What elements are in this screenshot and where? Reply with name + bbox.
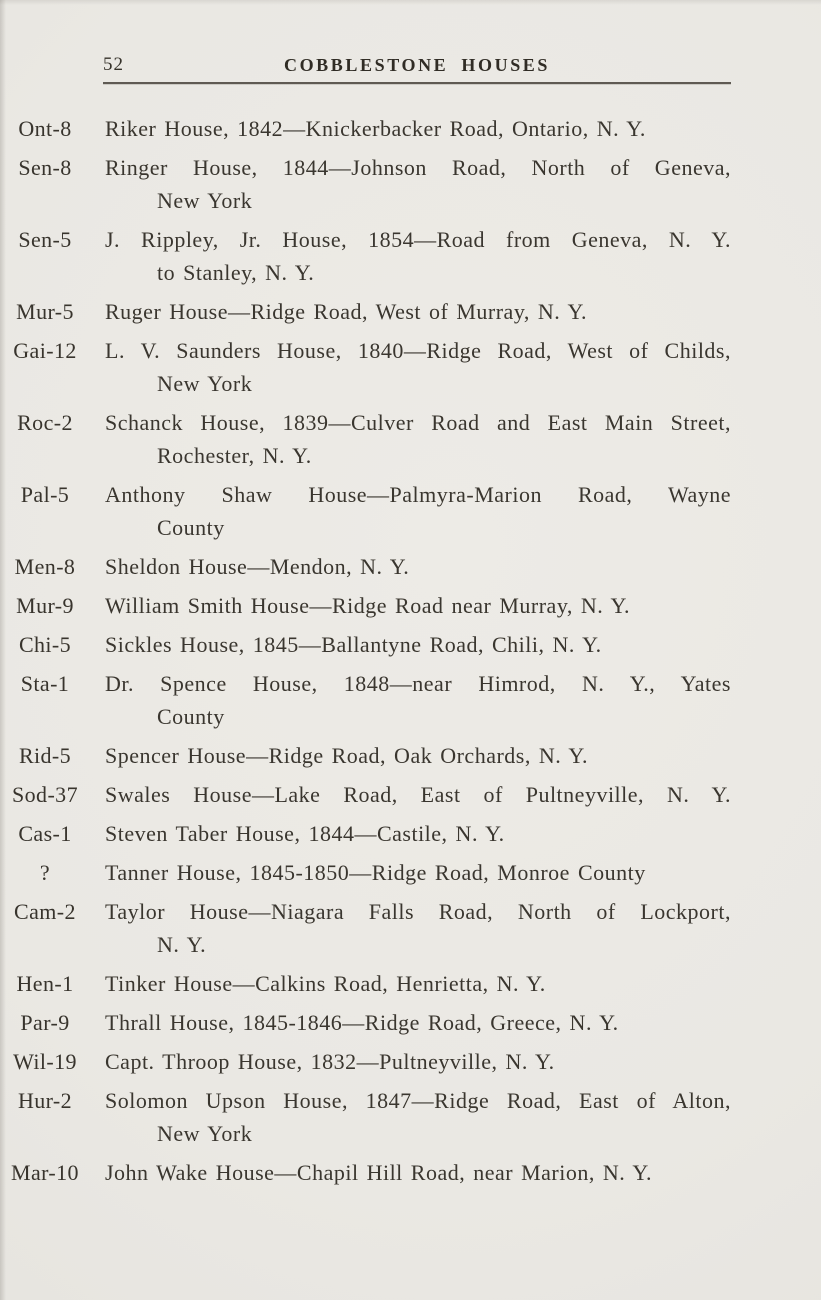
entry-text-line: Riker House, 1842—Knickerbacker Road, Ontario, N. Y.: [105, 116, 646, 141]
entry-text: [105, 1156, 731, 1189]
entry-code: Sen-5: [18, 227, 72, 252]
entry-code: Rid-5: [18, 743, 72, 768]
entry-code: Par-9: [20, 1010, 70, 1035]
entry-text-line: to Stanley, N. Y.: [157, 260, 315, 285]
entry-text: [105, 1006, 731, 1039]
entry-text-line: Thrall House, 1845-1846—Ridge Road, Greece, N. Y.: [105, 1010, 619, 1035]
running-header-title: COBBLESTONE HOUSES: [283, 55, 551, 75]
list-item: [0, 967, 731, 1000]
list-item: [0, 1006, 731, 1039]
entry-text-line: J. Rippley, Jr. House, 1854—Road from Geneva, N. Y.: [105, 227, 731, 252]
entry-code: Cas-1: [18, 821, 72, 846]
entry-text: [105, 295, 731, 328]
entry-text: [105, 667, 731, 733]
entry-text-line: Steven Taber House, 1844—Castile, N. Y.: [105, 821, 505, 846]
entry-text: [105, 778, 731, 811]
entry-text-line: Tinker House—Calkins Road, Henrietta, N. Y.: [105, 971, 546, 996]
entry-code: Wil-19: [13, 1049, 77, 1074]
running-header: [103, 54, 731, 78]
entry-code: Hen-1: [16, 971, 74, 996]
entry-code: Sod-37: [12, 782, 78, 807]
entry-text: [105, 895, 731, 961]
list-item: [0, 1156, 731, 1189]
entry-code: Sta-1: [20, 671, 70, 696]
list-item: [0, 628, 731, 661]
entry-text: [105, 1045, 731, 1078]
list-item: [0, 151, 731, 217]
entry-code: Gai-12: [13, 338, 77, 363]
entry-text-line: Capt. Throop House, 1832—Pultneyville, N. Y.: [105, 1049, 555, 1074]
entry-text: [105, 589, 731, 622]
entry-text-line: Dr. Spence House, 1848—near Himrod, N. Y., Yates: [105, 671, 731, 696]
entry-text-line: Tanner House, 1845-1850—Ridge Road, Monroe County: [105, 860, 646, 885]
list-item: [0, 817, 731, 850]
entry-text-line: L. V. Saunders House, 1840—Ridge Road, West of Childs,: [105, 338, 731, 363]
entry-text-line: County: [157, 515, 225, 540]
entry-text-line: Sheldon House—Mendon, N. Y.: [105, 554, 410, 579]
entry-code: Sen-8: [18, 155, 72, 180]
entry-text-line: William Smith House—Ridge Road near Murray, N. Y.: [105, 593, 631, 618]
list-item: [0, 334, 731, 400]
entry-text-line: Anthony Shaw House—Palmyra-Marion Road, Wayne: [105, 482, 731, 507]
entry-text: [105, 967, 731, 1000]
list-item: [0, 667, 731, 733]
entry-text: [105, 1084, 731, 1150]
entry-code: Hur-2: [17, 1088, 73, 1113]
entry-text: [105, 817, 731, 850]
entry-code: Mur-9: [16, 593, 74, 618]
header-rule: [103, 82, 731, 84]
list-item: [0, 856, 731, 889]
entry-text-line: Schanck House, 1839—Culver Road and East Main Street,: [105, 410, 731, 435]
entry-code: Chi-5: [18, 632, 72, 657]
page-number: 52: [103, 54, 124, 75]
list-item: [0, 406, 731, 472]
entry-text: [105, 856, 731, 889]
entry-text-line: New York: [157, 371, 253, 396]
list-item: [0, 589, 731, 622]
list-item: [0, 550, 731, 583]
entry-text-line: New York: [157, 188, 253, 213]
entry-text-line: Taylor House—Niagara Falls Road, North of Lockport,: [105, 899, 731, 924]
entry-text-line: Ruger House—Ridge Road, West of Murray, N. Y.: [105, 299, 588, 324]
entry-code: Pal-5: [20, 482, 70, 507]
entry-code: Ont-8: [18, 116, 72, 141]
entry-code: Men-8: [14, 554, 76, 579]
list-item: [0, 112, 731, 145]
entry-text-line: New York: [157, 1121, 253, 1146]
entry-text: [105, 628, 731, 661]
entry-code: Mur-5: [16, 299, 74, 324]
entry-text-line: Sickles House, 1845—Ballantyne Road, Chili, N. Y.: [105, 632, 602, 657]
list-item: [0, 295, 731, 328]
list-item: [0, 223, 731, 289]
entry-text-line: Swales House—Lake Road, East of Pultneyville, N. Y.: [105, 782, 731, 807]
entry-text-line: N. Y.: [157, 932, 207, 957]
list-item: [0, 895, 731, 961]
list-item: [0, 478, 731, 544]
entry-text-line: Rochester, N. Y.: [157, 443, 312, 468]
entry-text: [105, 550, 731, 583]
entry-text: [105, 739, 731, 772]
entry-code: Roc-2: [17, 410, 73, 435]
entry-text-line: Spencer House—Ridge Road, Oak Orchards, N. Y.: [105, 743, 588, 768]
entry-text: [105, 478, 731, 544]
list-item: [0, 1045, 731, 1078]
entry-text-line: Solomon Upson House, 1847—Ridge Road, East of Alton,: [105, 1088, 731, 1113]
entry-code: Cam-2: [14, 899, 76, 924]
entry-text-line: County: [157, 704, 225, 729]
house-list: [0, 112, 731, 1189]
entry-code: ?: [39, 860, 51, 885]
entry-text-line: John Wake House—Chapil Hill Road, near Marion, N. Y.: [105, 1160, 652, 1185]
entry-code: Mar-10: [11, 1160, 79, 1185]
list-item: [0, 739, 731, 772]
entry-text: [105, 406, 731, 472]
entry-text: [105, 151, 731, 217]
entry-text: [105, 334, 731, 400]
entry-text: [105, 223, 731, 289]
entry-text-line: Ringer House, 1844—Johnson Road, North of Geneva,: [105, 155, 731, 180]
entry-text: [105, 112, 731, 145]
list-item: [0, 1084, 731, 1150]
list-item: [0, 778, 731, 811]
